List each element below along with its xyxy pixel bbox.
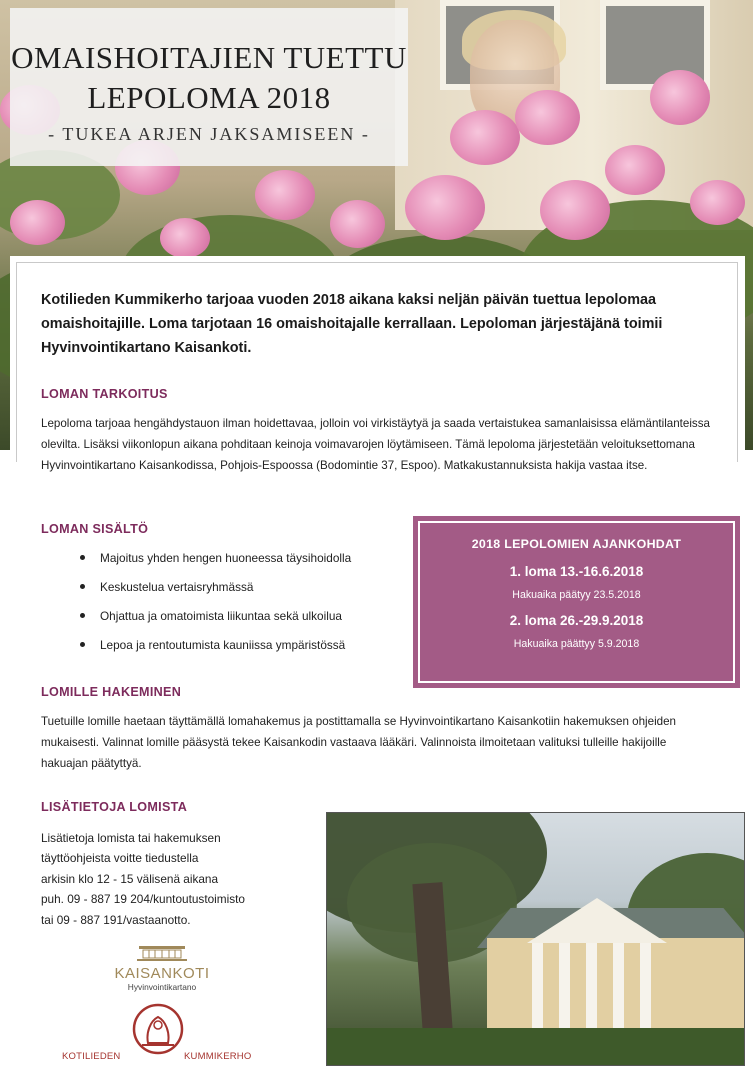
flower [10,200,65,245]
flower [330,200,385,248]
manor-column [640,943,651,1028]
flower [650,70,710,125]
contact-phone-1: puh. 09 - 887 19 204/kuntoutustoimisto [41,892,245,907]
apply-text: Tuetuille lomille haetaan täyttämällä lomahakemus ja postittamalla se Hyvinvointikartano Kaisankotiin hakemuksen ohjeiden mukaisesti. Valinnat lomille pääsystä tekee Kaisankodin vastaava lääkäri. Valinnoista ilmoitetaan valituksi tulleille hakijoille hakuajan päätyttyä. [41,715,676,770]
manor-column [586,943,597,1028]
list-item: Ohjattua ja omatoimista liikuntaa sekä ulkoilua [80,606,351,635]
list-item: Majoitus yhden hengen huoneessa täysihoidolla [80,548,351,577]
intro-text: Kotilieden Kummikerho tarjoaa vuoden 2018 aikana kaksi neljän päivän tuettua lepolomaa omaishoitajille. Loma tarjotaan 16 omaishoitajalle kerrallaan. Lepoloman järjestäjänä toimii Hyvinvointikartano Kaisankoti. [41,292,663,356]
flower [605,145,665,195]
kummikerho-emblem-icon [132,1003,184,1055]
manor-column [613,943,624,1028]
title-box [10,8,408,166]
apply-heading: LOMILLE HAKEMINEN [41,685,182,699]
title-line-1: OMAISHOITAJIEN TUETTU [11,40,407,75]
loma-2-dates: 2. loma 26.-29.9.2018 [509,613,644,628]
flower [690,180,745,225]
contact-line: Lisätietoja lomista tai hakemuksen [41,831,221,845]
dates-heading: 2018 LEPOLOMIEN AJANKOHDAT [471,537,682,551]
content-heading: LOMAN SISÄLTÖ [41,522,149,536]
info-heading: LISÄTIETOJA LOMISTA [41,800,188,814]
lawn [327,1028,745,1066]
kaisankoti-emblem-icon [135,944,189,964]
subtitle: - TUKEA ARJEN JAKSAMISEEN - [48,124,370,144]
loma-1-dates: 1. loma 13.-16.6.2018 [509,564,644,579]
list-item: Keskustelua vertaisryhmässä [80,577,351,606]
purpose-heading: LOMAN TARKOITUS [41,387,168,401]
kaisankoti-logo [108,944,216,996]
loma-1-deadline: Hakuaika päätyy 23.5.2018 [512,589,641,601]
contact-phone-2: tai 09 - 887 191/vastaanotto. [41,912,191,927]
flower [160,218,210,258]
kummikerho-name-left: KOTILIEDEN [62,1051,121,1062]
contact-line: arkisin klo 12 - 15 välisenä aikana [41,871,219,886]
kummikerho-logo [62,1003,262,1068]
flower [450,110,520,165]
flower [405,175,485,240]
contact-line: täyttöohjeista voitte tiedustella [41,851,199,866]
kummikerho-name-right: KUMMIKERHO [184,1051,252,1062]
title-line-2: LEPOLOMA 2018 [87,80,331,115]
kaisankoti-subtitle: Hyvinvointikartano [127,982,197,992]
flower [540,180,610,240]
dates-box [413,516,740,688]
manor-column [559,943,570,1028]
purpose-text: Lepoloma tarjoaa hengähdystauon ilman hoidettavaa, jolloin voi virkistäytyä ja saada vertaistukea samanlaisissa elämäntilanteissa olevilta. Lisäksi viikonlopun aikana pohditaan keinoja voimavarojen löytämiseen. Tämä lepoloma järjestetään veloituksettomana Hyvinvointikartano Kaisankodissa, Pohjois-Espoossa (Bodomintie 37, Espoo). Matkakustannuksista hakija vastaa itse. [41,417,710,472]
flower [515,90,580,145]
kaisankoti-name: KAISANKOTI [114,965,210,982]
manor-photo [326,812,745,1066]
list-item: Lepoa ja rentoutumista kauniissa ympäristössä [80,635,351,664]
loma-2-deadline: Hakuaika päättyy 5.9.2018 [513,638,640,650]
contact-info [41,828,311,930]
content-list [80,548,351,664]
manor-column [532,943,543,1028]
flower [255,170,315,220]
dates-inner-frame [418,521,735,683]
